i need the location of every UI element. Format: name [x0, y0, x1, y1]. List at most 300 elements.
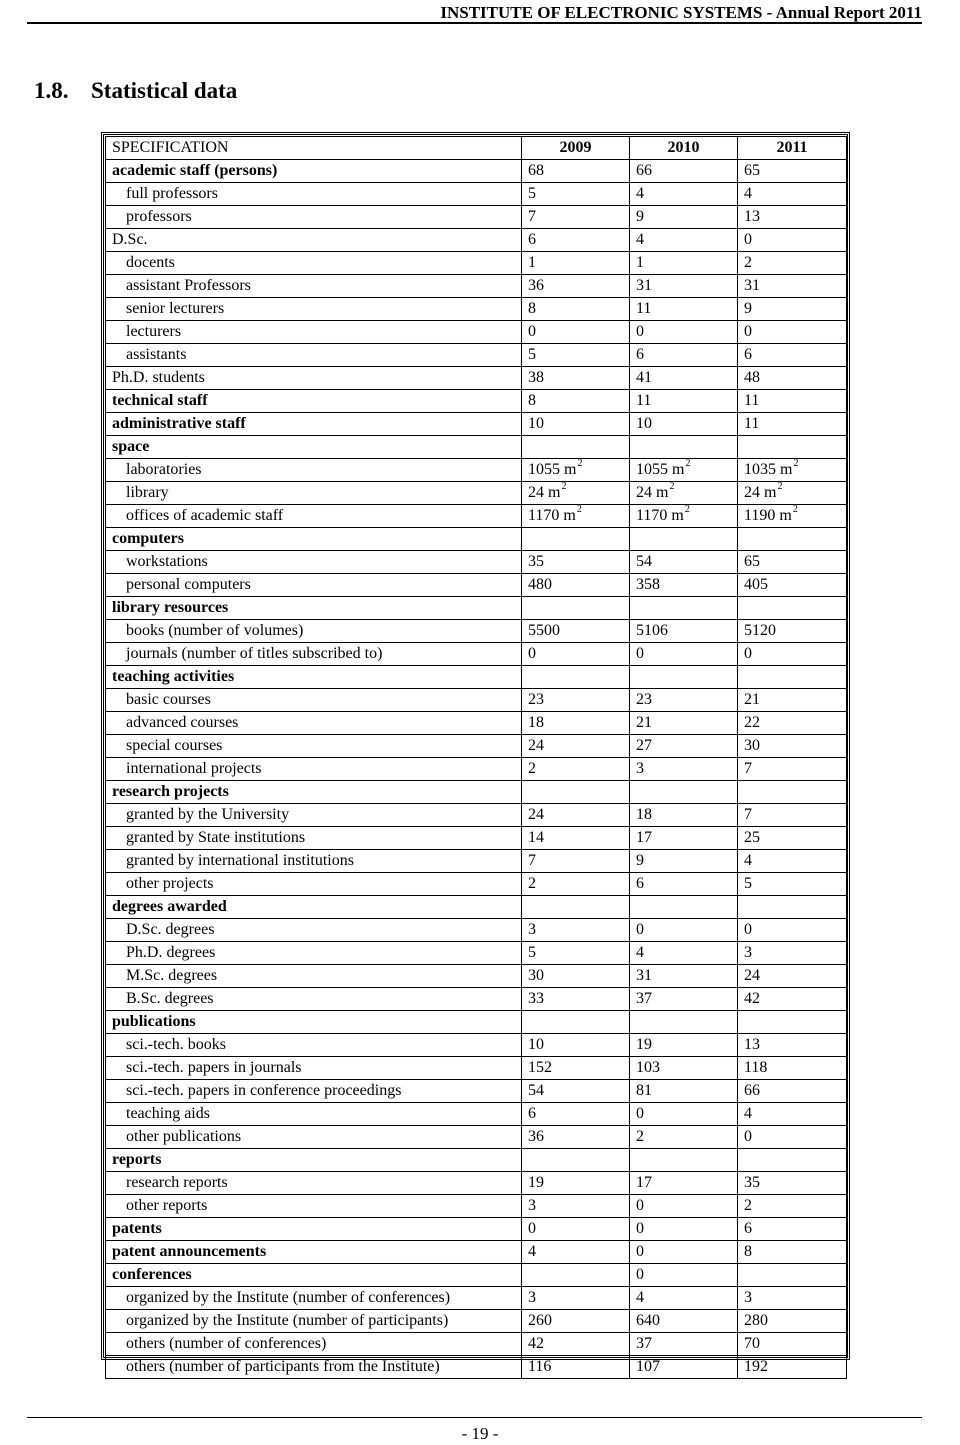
value-cell-2011: 6 — [738, 344, 847, 367]
table-row — [106, 367, 847, 390]
value-cell-2009: 10 — [522, 1034, 630, 1057]
value-cell-2010: 11 — [630, 390, 738, 413]
table-row — [106, 505, 847, 528]
row-label: publications — [106, 1011, 522, 1034]
row-label: others (number of participants from the Institute) — [106, 1356, 522, 1379]
value-cell-2010: 640 — [630, 1310, 738, 1333]
area-exponent: 2 — [685, 458, 691, 469]
value-cell-2010: 6 — [630, 873, 738, 896]
value-cell-2011: 0 — [738, 321, 847, 344]
value-cell-2011 — [738, 459, 847, 482]
value-cell-2011: 42 — [738, 988, 847, 1011]
area-value: 1170 — [636, 507, 668, 524]
area-value: 24 — [528, 484, 544, 501]
value-cell-2010: 11 — [630, 298, 738, 321]
row-label: assistants — [106, 344, 522, 367]
table-row — [106, 1356, 847, 1379]
table-row — [106, 735, 847, 758]
area-unit: m — [563, 507, 576, 524]
value-cell-2011: 8 — [738, 1241, 847, 1264]
value-cell-2009: 7 — [522, 850, 630, 873]
table-row — [106, 1241, 847, 1264]
value-cell-2011: 21 — [738, 689, 847, 712]
row-label: books (number of volumes) — [106, 620, 522, 643]
value-cell-2010 — [630, 528, 738, 551]
value-cell-2010 — [630, 666, 738, 689]
value-cell-2011 — [738, 528, 847, 551]
table-row — [106, 252, 847, 275]
value-cell-2010: 0 — [630, 643, 738, 666]
row-label: sci.-tech. papers in journals — [106, 1057, 522, 1080]
value-cell-2010: 0 — [630, 1264, 738, 1287]
row-label: Ph.D. degrees — [106, 942, 522, 965]
table-row — [106, 321, 847, 344]
value-cell-2010 — [630, 459, 738, 482]
area-value: 24 — [636, 484, 652, 501]
value-cell-2009 — [522, 505, 630, 528]
area-value: 1190 — [744, 507, 776, 524]
value-cell-2010: 0 — [630, 1241, 738, 1264]
value-cell-2009: 42 — [522, 1333, 630, 1356]
row-label: Ph.D. students — [106, 367, 522, 390]
value-cell-2009: 6 — [522, 1103, 630, 1126]
value-cell-2011: 2 — [738, 1195, 847, 1218]
table-row — [106, 942, 847, 965]
value-cell-2009: 3 — [522, 1195, 630, 1218]
table-row — [106, 758, 847, 781]
value-cell-2009: 3 — [522, 919, 630, 942]
value-cell-2010: 103 — [630, 1057, 738, 1080]
row-label: lecturers — [106, 321, 522, 344]
row-label: space — [106, 436, 522, 459]
value-cell-2009: 19 — [522, 1172, 630, 1195]
table-row — [106, 1195, 847, 1218]
value-cell-2009: 68 — [522, 160, 630, 183]
value-cell-2010 — [630, 597, 738, 620]
row-label: B.Sc. degrees — [106, 988, 522, 1011]
value-cell-2010: 1 — [630, 252, 738, 275]
row-label: patent announcements — [106, 1241, 522, 1264]
table-row — [106, 965, 847, 988]
value-cell-2010: 21 — [630, 712, 738, 735]
value-cell-2011: 70 — [738, 1333, 847, 1356]
value-cell-2011: 5 — [738, 873, 847, 896]
table-row — [106, 643, 847, 666]
statistical-data-table — [105, 136, 847, 1379]
value-cell-2009: 14 — [522, 827, 630, 850]
table-row — [106, 620, 847, 643]
area-exponent: 2 — [576, 504, 582, 515]
table-row — [106, 574, 847, 597]
value-cell-2010: 37 — [630, 988, 738, 1011]
value-cell-2009: 7 — [522, 206, 630, 229]
table-row — [106, 781, 847, 804]
value-cell-2011: 4 — [738, 183, 847, 206]
value-cell-2010: 31 — [630, 275, 738, 298]
row-label: others (number of conferences) — [106, 1333, 522, 1356]
area-unit: m — [780, 461, 793, 478]
row-label: organized by the Institute (number of participants) — [106, 1310, 522, 1333]
area-exponent: 2 — [792, 504, 798, 515]
area-value: 1035 — [744, 461, 776, 478]
value-cell-2009: 36 — [522, 275, 630, 298]
area-unit: m — [564, 461, 577, 478]
value-cell-2010: 0 — [630, 1195, 738, 1218]
table-row — [106, 275, 847, 298]
table-header-row — [106, 137, 847, 160]
value-cell-2010: 6 — [630, 344, 738, 367]
value-cell-2009: 0 — [522, 643, 630, 666]
row-label: granted by the University — [106, 804, 522, 827]
table-row — [106, 344, 847, 367]
value-cell-2011: 3 — [738, 942, 847, 965]
row-label: computers — [106, 528, 522, 551]
value-cell-2009: 3 — [522, 1287, 630, 1310]
area-unit: m — [656, 484, 669, 501]
value-cell-2011: 0 — [738, 919, 847, 942]
value-cell-2009: 8 — [522, 390, 630, 413]
row-label: patents — [106, 1218, 522, 1241]
area-exponent: 2 — [684, 504, 690, 515]
value-cell-2010: 0 — [630, 1103, 738, 1126]
row-label: offices of academic staff — [106, 505, 522, 528]
column-header-2010: 2010 — [630, 137, 738, 160]
value-cell-2010: 4 — [630, 942, 738, 965]
row-label: library resources — [106, 597, 522, 620]
table-row — [106, 919, 847, 942]
value-cell-2011: 192 — [738, 1356, 847, 1379]
value-cell-2010 — [630, 781, 738, 804]
row-label: D.Sc. degrees — [106, 919, 522, 942]
area-unit: m — [672, 461, 685, 478]
value-cell-2010: 107 — [630, 1356, 738, 1379]
table-row — [106, 160, 847, 183]
area-value: 24 — [744, 484, 760, 501]
table-row — [106, 804, 847, 827]
report-header-title: INSTITUTE OF ELECTRONIC SYSTEMS - Annual Report 2011 — [440, 3, 922, 22]
value-cell-2009 — [522, 666, 630, 689]
page-number: - 19 - — [461, 1424, 499, 1443]
table-row — [106, 988, 847, 1011]
table-row — [106, 712, 847, 735]
row-label: full professors — [106, 183, 522, 206]
row-label: senior lecturers — [106, 298, 522, 321]
row-label: conferences — [106, 1264, 522, 1287]
row-label: academic staff (persons) — [106, 160, 522, 183]
row-label: personal computers — [106, 574, 522, 597]
row-label: technical staff — [106, 390, 522, 413]
table-row — [106, 1034, 847, 1057]
value-cell-2009: 35 — [522, 551, 630, 574]
value-cell-2009: 2 — [522, 758, 630, 781]
footer-divider — [27, 1417, 922, 1418]
value-cell-2011 — [738, 896, 847, 919]
value-cell-2010: 0 — [630, 919, 738, 942]
row-label: D.Sc. — [106, 229, 522, 252]
value-cell-2009 — [522, 781, 630, 804]
value-cell-2010: 27 — [630, 735, 738, 758]
row-label: reports — [106, 1149, 522, 1172]
value-cell-2011: 22 — [738, 712, 847, 735]
table-row — [106, 597, 847, 620]
value-cell-2011 — [738, 505, 847, 528]
value-cell-2011: 2 — [738, 252, 847, 275]
area-exponent: 2 — [669, 481, 675, 492]
value-cell-2010: 0 — [630, 1218, 738, 1241]
value-cell-2011: 31 — [738, 275, 847, 298]
value-cell-2010: 18 — [630, 804, 738, 827]
table-row — [106, 183, 847, 206]
value-cell-2011: 0 — [738, 1126, 847, 1149]
table-row — [106, 551, 847, 574]
table-row — [106, 873, 847, 896]
table-row — [106, 206, 847, 229]
row-label: basic courses — [106, 689, 522, 712]
value-cell-2009: 36 — [522, 1126, 630, 1149]
value-cell-2009 — [522, 482, 630, 505]
value-cell-2010: 2 — [630, 1126, 738, 1149]
value-cell-2011 — [738, 1011, 847, 1034]
table-row — [106, 1218, 847, 1241]
row-label: teaching aids — [106, 1103, 522, 1126]
value-cell-2009: 38 — [522, 367, 630, 390]
value-cell-2009: 8 — [522, 298, 630, 321]
value-cell-2011: 3 — [738, 1287, 847, 1310]
value-cell-2011: 48 — [738, 367, 847, 390]
value-cell-2011: 118 — [738, 1057, 847, 1080]
table-row — [106, 436, 847, 459]
area-value: 1170 — [528, 507, 560, 524]
table-row — [106, 1126, 847, 1149]
table-row — [106, 298, 847, 321]
row-label: M.Sc. degrees — [106, 965, 522, 988]
value-cell-2010: 41 — [630, 367, 738, 390]
table-row — [106, 1264, 847, 1287]
section-number: 1.8. — [34, 78, 69, 103]
area-exponent: 2 — [777, 481, 783, 492]
value-cell-2009 — [522, 459, 630, 482]
row-label: professors — [106, 206, 522, 229]
value-cell-2011: 4 — [738, 850, 847, 873]
column-header-2011: 2011 — [738, 137, 847, 160]
value-cell-2009: 0 — [522, 321, 630, 344]
value-cell-2009 — [522, 896, 630, 919]
row-label: workstations — [106, 551, 522, 574]
value-cell-2009: 0 — [522, 1218, 630, 1241]
value-cell-2010 — [630, 505, 738, 528]
value-cell-2011: 35 — [738, 1172, 847, 1195]
row-label: degrees awarded — [106, 896, 522, 919]
value-cell-2010 — [630, 436, 738, 459]
value-cell-2011 — [738, 666, 847, 689]
row-label: granted by international institutions — [106, 850, 522, 873]
area-unit: m — [548, 484, 561, 501]
value-cell-2010: 54 — [630, 551, 738, 574]
value-cell-2011: 280 — [738, 1310, 847, 1333]
value-cell-2011 — [738, 781, 847, 804]
table-row — [106, 1333, 847, 1356]
table-row — [106, 1103, 847, 1126]
value-cell-2010: 3 — [630, 758, 738, 781]
value-cell-2011: 11 — [738, 390, 847, 413]
value-cell-2010: 10 — [630, 413, 738, 436]
value-cell-2009: 1 — [522, 252, 630, 275]
value-cell-2009: 30 — [522, 965, 630, 988]
table-row — [106, 1149, 847, 1172]
value-cell-2009 — [522, 1011, 630, 1034]
table-row — [106, 1011, 847, 1034]
value-cell-2011: 65 — [738, 551, 847, 574]
table-row — [106, 482, 847, 505]
table-body — [106, 160, 847, 1379]
area-unit: m — [671, 507, 684, 524]
header-divider — [27, 22, 922, 24]
value-cell-2009: 54 — [522, 1080, 630, 1103]
value-cell-2011: 0 — [738, 643, 847, 666]
value-cell-2009: 152 — [522, 1057, 630, 1080]
area-value: 1055 — [528, 461, 560, 478]
table-row — [106, 459, 847, 482]
value-cell-2010: 17 — [630, 827, 738, 850]
row-label: other projects — [106, 873, 522, 896]
value-cell-2011: 66 — [738, 1080, 847, 1103]
value-cell-2010: 4 — [630, 183, 738, 206]
value-cell-2011: 7 — [738, 804, 847, 827]
row-label: assistant Professors — [106, 275, 522, 298]
value-cell-2010: 23 — [630, 689, 738, 712]
row-label: administrative staff — [106, 413, 522, 436]
value-cell-2009 — [522, 1149, 630, 1172]
value-cell-2011: 11 — [738, 413, 847, 436]
value-cell-2010: 4 — [630, 229, 738, 252]
value-cell-2011: 24 — [738, 965, 847, 988]
table-row — [106, 1057, 847, 1080]
row-label: sci.-tech. books — [106, 1034, 522, 1057]
value-cell-2009: 23 — [522, 689, 630, 712]
value-cell-2010 — [630, 482, 738, 505]
row-label: organized by the Institute (number of conferences) — [106, 1287, 522, 1310]
value-cell-2011 — [738, 482, 847, 505]
section-title: Statistical data — [91, 78, 238, 103]
value-cell-2009: 116 — [522, 1356, 630, 1379]
row-label: advanced courses — [106, 712, 522, 735]
table-row — [106, 1172, 847, 1195]
value-cell-2011: 7 — [738, 758, 847, 781]
row-label: journals (number of titles subscribed to) — [106, 643, 522, 666]
value-cell-2009: 24 — [522, 735, 630, 758]
table-row — [106, 229, 847, 252]
value-cell-2009: 4 — [522, 1241, 630, 1264]
value-cell-2009: 18 — [522, 712, 630, 735]
value-cell-2009: 5 — [522, 344, 630, 367]
row-label: special courses — [106, 735, 522, 758]
section-heading — [34, 76, 237, 106]
value-cell-2011 — [738, 1149, 847, 1172]
value-cell-2011: 4 — [738, 1103, 847, 1126]
row-label: docents — [106, 252, 522, 275]
value-cell-2009: 33 — [522, 988, 630, 1011]
column-header-specification: SPECIFICATION — [106, 137, 522, 160]
value-cell-2011: 65 — [738, 160, 847, 183]
value-cell-2010: 358 — [630, 574, 738, 597]
value-cell-2009: 24 — [522, 804, 630, 827]
value-cell-2011: 30 — [738, 735, 847, 758]
table-row — [106, 413, 847, 436]
row-label: teaching activities — [106, 666, 522, 689]
value-cell-2009: 5 — [522, 183, 630, 206]
value-cell-2009: 6 — [522, 229, 630, 252]
value-cell-2009: 2 — [522, 873, 630, 896]
value-cell-2011 — [738, 436, 847, 459]
table-row — [106, 666, 847, 689]
area-exponent: 2 — [577, 458, 583, 469]
table-row — [106, 827, 847, 850]
value-cell-2010: 17 — [630, 1172, 738, 1195]
area-unit: m — [779, 507, 792, 524]
table-row — [106, 528, 847, 551]
column-header-2009: 2009 — [522, 137, 630, 160]
value-cell-2010: 37 — [630, 1333, 738, 1356]
value-cell-2009: 5 — [522, 942, 630, 965]
value-cell-2010: 5106 — [630, 620, 738, 643]
value-cell-2009 — [522, 436, 630, 459]
row-label: other reports — [106, 1195, 522, 1218]
value-cell-2011: 13 — [738, 1034, 847, 1057]
value-cell-2010: 4 — [630, 1287, 738, 1310]
value-cell-2010: 9 — [630, 206, 738, 229]
value-cell-2009 — [522, 528, 630, 551]
value-cell-2009: 480 — [522, 574, 630, 597]
area-value: 1055 — [636, 461, 668, 478]
value-cell-2009: 10 — [522, 413, 630, 436]
value-cell-2011: 6 — [738, 1218, 847, 1241]
row-label: sci.-tech. papers in conference proceedings — [106, 1080, 522, 1103]
row-label: other publications — [106, 1126, 522, 1149]
table-row — [106, 689, 847, 712]
value-cell-2010: 31 — [630, 965, 738, 988]
value-cell-2009 — [522, 1264, 630, 1287]
value-cell-2010 — [630, 1149, 738, 1172]
value-cell-2010: 0 — [630, 321, 738, 344]
value-cell-2011: 405 — [738, 574, 847, 597]
value-cell-2010: 66 — [630, 160, 738, 183]
row-label: international projects — [106, 758, 522, 781]
value-cell-2011 — [738, 597, 847, 620]
value-cell-2010: 9 — [630, 850, 738, 873]
row-label: research projects — [106, 781, 522, 804]
value-cell-2009: 260 — [522, 1310, 630, 1333]
value-cell-2011 — [738, 1264, 847, 1287]
value-cell-2011: 5120 — [738, 620, 847, 643]
row-label: granted by State institutions — [106, 827, 522, 850]
area-unit: m — [764, 484, 777, 501]
value-cell-2010: 19 — [630, 1034, 738, 1057]
value-cell-2011: 9 — [738, 298, 847, 321]
value-cell-2011: 13 — [738, 206, 847, 229]
table-row — [106, 896, 847, 919]
value-cell-2010 — [630, 1011, 738, 1034]
table-row — [106, 1080, 847, 1103]
row-label: laboratories — [106, 459, 522, 482]
value-cell-2010: 81 — [630, 1080, 738, 1103]
row-label: research reports — [106, 1172, 522, 1195]
table-row — [106, 390, 847, 413]
area-exponent: 2 — [793, 458, 799, 469]
area-exponent: 2 — [561, 481, 567, 492]
table-row — [106, 1310, 847, 1333]
table-row — [106, 1287, 847, 1310]
value-cell-2009 — [522, 597, 630, 620]
